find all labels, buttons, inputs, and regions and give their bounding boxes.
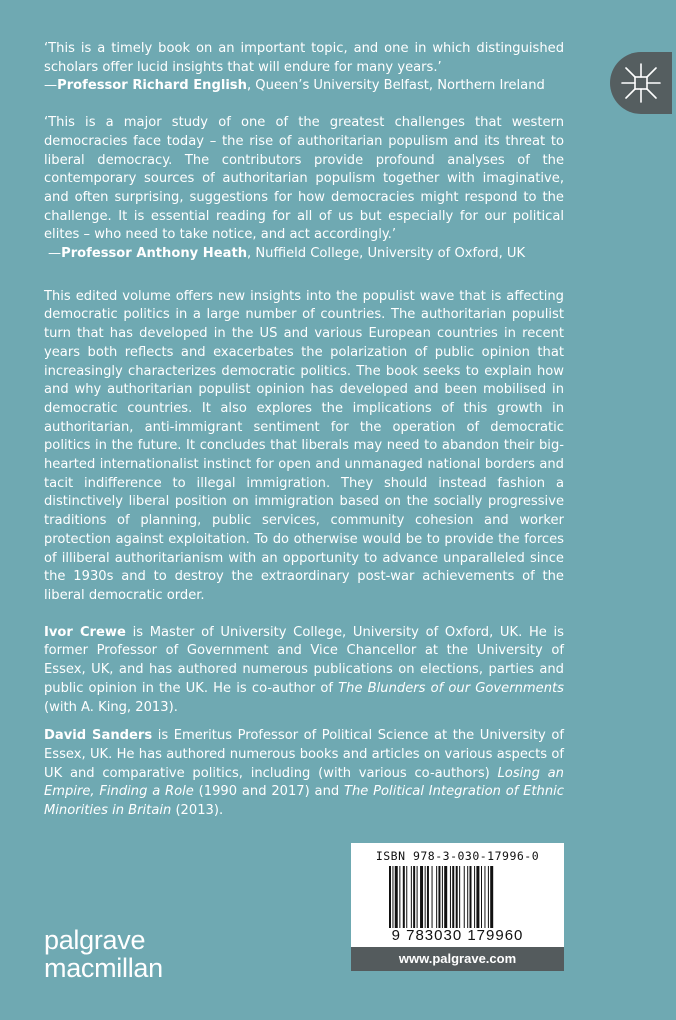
logo-line-2: macmillan	[44, 953, 163, 983]
springer-asterisk-icon	[618, 60, 664, 106]
barcode-bar	[452, 866, 454, 928]
quote-2-author: Professor Anthony Heath	[61, 246, 248, 262]
barcode-bar	[459, 866, 460, 928]
bio-2-name: David Sanders	[44, 728, 153, 744]
barcode-bar	[395, 866, 398, 928]
logo-line-1: palgrave	[44, 925, 146, 955]
quote-2-dash: —	[48, 246, 62, 262]
quote-1-affiliation: , Queen’s University Belfast, Northern Ireland	[246, 78, 545, 94]
barcode-bar	[450, 866, 451, 928]
isbn-label: ISBN 978-3-030-17996-0	[375, 849, 540, 863]
book-description: This edited volume offers new insights into the populist wave that is affecting democratic politics in a large number of countries. The authoritarian populist turn that has developed in the US and various European countries in recent years both reflects and exacerbates the polarization of public opinion that increasingly characterizes democratic politics. The book seeks to explain how and why authoritarian populist opinion has developed and been mobilised in democratic countries. It also explores the implications of this growth in authoritarian, anti-immigrant sentiment for the operation of democratic politics in the future. It concludes that liberals may need to abandon their big-hearted internationalist instinct for open and unmanaged national borders and tacit indifference to illegal immigration. They should instead fashion a distinctively liberal position on immigration based on the socially progressive traditions of planning, public services, community cohesion and worker protection against exploitation. To do otherwise would be to provide the forces of illiberal authoritarianism with an opportunity to advance unparalleled since the 1930s and to destroy the extraordinary post-war achievements of the liberal democratic order.	[44, 288, 564, 603]
barcode-bar	[399, 866, 400, 928]
endorsement-quote-2	[44, 114, 564, 264]
barcode-bar	[481, 866, 482, 928]
barcode-bar	[438, 866, 440, 928]
author-bio-sanders: David Sanders is Emeritus Professor of Political Science at the University of Essex, UK. He has authored numerous books and articles on various aspects of UK and comparative politics, including (with various co-authors) Losing an Empire, Finding a Role (1990 and 2017) and The Political Integration of Ethnic Minorities in Britain (2013).	[44, 728, 564, 819]
quote-2-text: ‘This is a major study of one of the greatest challenges that western democracies face today – the rise of authoritarian populism and its threat to liberal democracy. The contributors provide profound analyses of the contemporary sources of authoritarian populism together with imaginative, and often surprising, suggestions for how democracies might respond to the challenge. It is essential reading for all of us but especially for our political elites – who need to take notice, and act accordingly.’	[44, 115, 564, 243]
barcode-bar	[484, 866, 485, 928]
quote-1-text: ‘This is a timely book on an important topic, and one in which distinguished scholars offer lucid insights that will endure for many years.’	[44, 41, 564, 75]
barcode-bar	[406, 866, 407, 928]
barcode-bar	[488, 866, 489, 928]
quote-1-dash: —	[44, 78, 58, 94]
author-bio-crewe: Ivor Crewe is Master of University College, University of Oxford, UK. He is former Professor of Government and Vice Chancellor at the University of Essex, UK, and has authored numerous publications on elections, parties and public opinion in the UK. He is co-author of The Blunders of our Governments (with A. King, 2013).	[44, 624, 565, 715]
barcode-bar	[490, 866, 493, 928]
barcode-bar	[432, 866, 433, 928]
barcode-bar	[436, 866, 437, 928]
publisher-url[interactable]: www.palgrave.com	[351, 947, 564, 971]
publisher-badge	[610, 52, 672, 114]
barcode-bar	[464, 866, 465, 928]
barcode-bar	[417, 866, 418, 928]
barcode-bar	[456, 866, 458, 928]
barcode-digits: 9 783030 179960	[391, 927, 524, 944]
barcode-bar	[403, 866, 405, 928]
barcode-bar	[427, 866, 429, 928]
barcode-bar	[476, 866, 479, 928]
quote-1-author: Professor Richard English	[57, 78, 247, 94]
barcode-bar	[392, 866, 393, 928]
barcode-bar	[389, 866, 391, 928]
barcode-bar	[444, 866, 447, 928]
barcode-bar	[420, 866, 423, 928]
barcode-panel	[351, 843, 564, 971]
bio-1-book: The Blunders of our Governments	[338, 680, 564, 696]
quote-2-affiliation: , Nuffield College, University of Oxford, UK	[247, 246, 526, 262]
barcode-bar	[470, 866, 472, 928]
bio-2-book-2: The Political Integration of Ethnic Minorities in Britain	[44, 784, 564, 819]
bio-2-book-1: Losing an Empire, Finding a Role	[44, 765, 564, 800]
barcode-icon	[389, 866, 527, 928]
barcode-bar	[467, 866, 468, 928]
palgrave-logo	[44, 926, 163, 982]
endorsement-quote-1	[44, 40, 564, 96]
barcode-bar	[442, 866, 443, 928]
barcode-bar	[411, 866, 412, 928]
barcode-bar	[474, 866, 475, 928]
barcode-bar	[413, 866, 415, 928]
bio-1-name: Ivor Crewe	[44, 624, 126, 640]
barcode-bar	[425, 866, 426, 928]
back-cover-text	[44, 40, 564, 821]
